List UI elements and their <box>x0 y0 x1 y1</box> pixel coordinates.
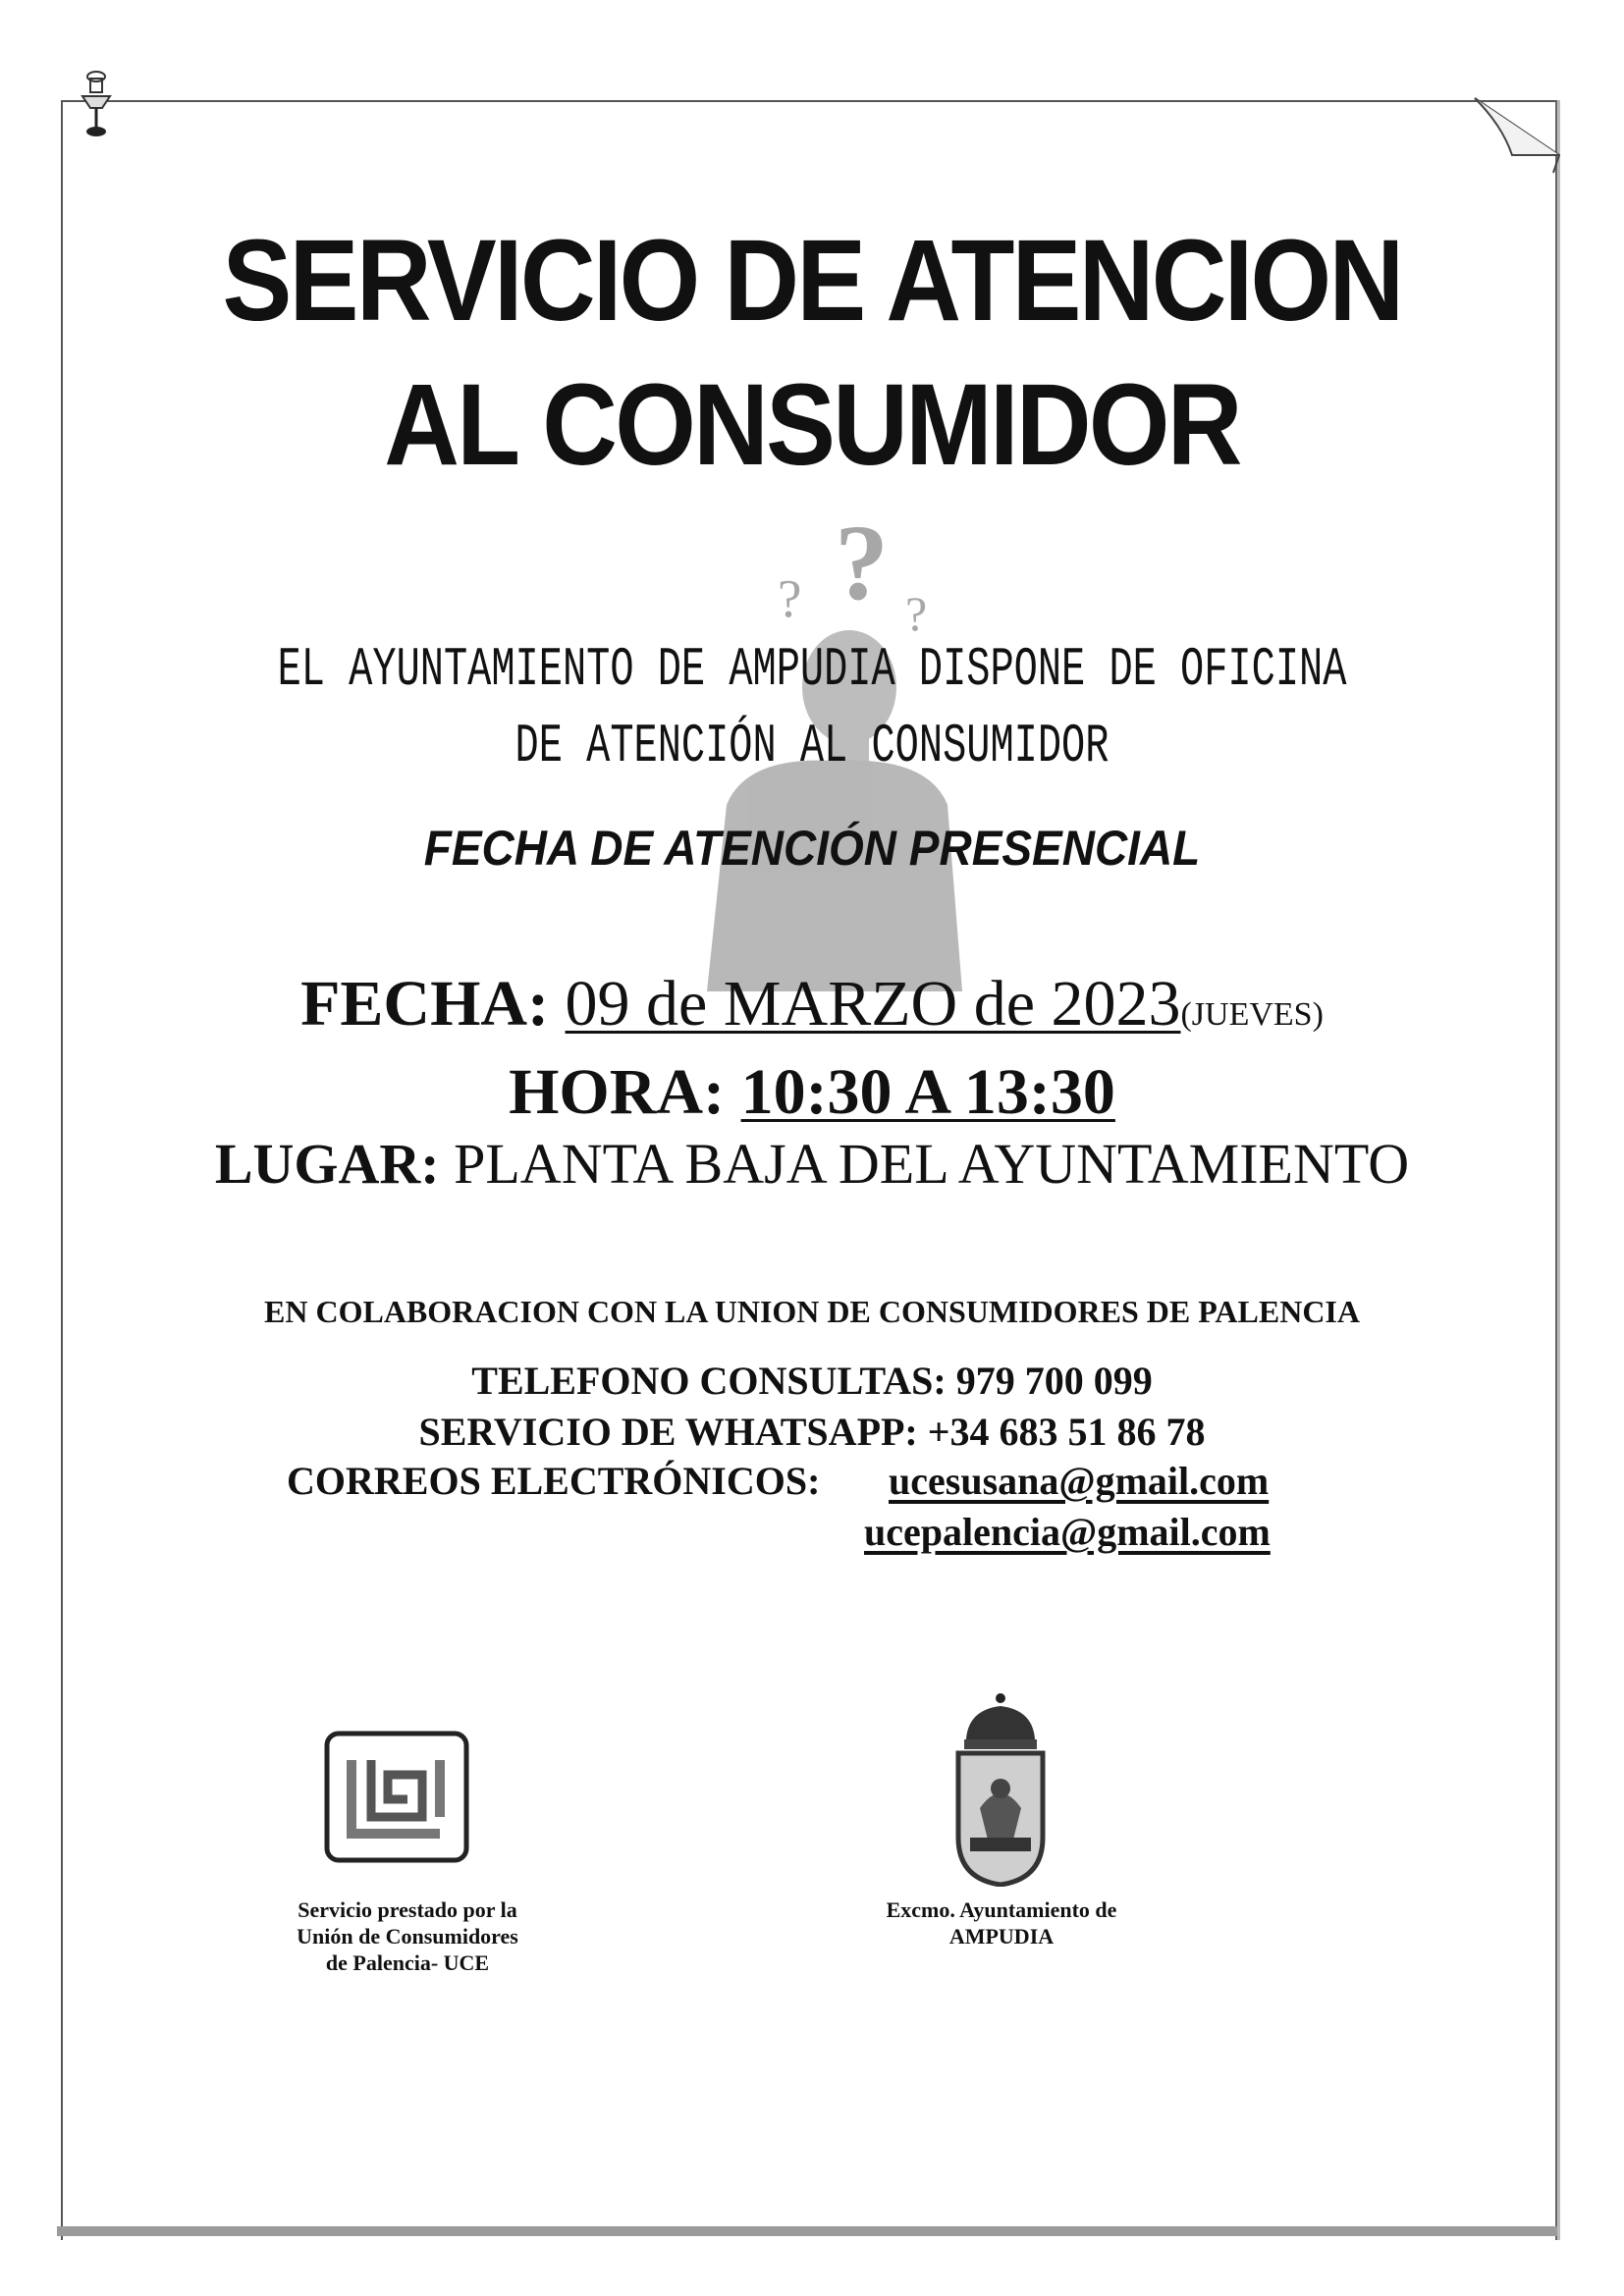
uce-logo <box>324 1731 469 1863</box>
uce-caption-line-1: Servicio prestado por la <box>298 1897 517 1922</box>
hora-value: 10:30 A 13:30 <box>740 1056 1115 1128</box>
page-curl-icon <box>1473 96 1561 175</box>
page-bottom-edge <box>57 2226 1557 2236</box>
svg-text:?: ? <box>778 568 802 628</box>
uce-caption-line-3: de Palencia- UCE <box>325 1950 490 1975</box>
svg-text:?: ? <box>835 520 889 622</box>
whatsapp-text: SERVICIO DE WHATSAPP: +34 683 51 86 78 <box>418 1410 1206 1454</box>
telefono-text: TELEFONO CONSULTAS: 979 700 099 <box>471 1359 1153 1403</box>
fecha-day: (JUEVES) <box>1180 996 1324 1033</box>
email-link-2[interactable]: ucepalencia@gmail.com <box>864 1510 1271 1554</box>
intro-line-1: EL AYUNTAMIENTO DE AMPUDIA DISPONE DE OFICINA <box>277 638 1347 701</box>
email-link-1[interactable]: ucesusana@gmail.com <box>889 1459 1270 1503</box>
fecha-label: FECHA: <box>300 968 550 1040</box>
presencial-heading: FECHA DE ATENCIÓN PRESENCIAL <box>423 821 1201 876</box>
title-line-1: SERVICIO DE ATENCION <box>222 216 1402 346</box>
lugar-value: PLANTA BAJA DEL AYUNTAMIENTO <box>454 1132 1410 1196</box>
coat-of-arms-icon <box>950 1690 1051 1887</box>
ampudia-caption <box>854 1896 1149 1949</box>
hora-line <box>0 1055 1624 1130</box>
lugar-label: LUGAR: <box>214 1132 440 1196</box>
title-line-2: AL CONSUMIDOR <box>384 360 1240 490</box>
uce-caption-line-2: Unión de Consumidores <box>297 1924 518 1949</box>
colaboracion-text: EN COLABORACION CON LA UNION DE CONSUMIDORES DE PALENCIA <box>264 1294 1360 1329</box>
svg-text:?: ? <box>905 586 928 641</box>
correos-label: CORREOS ELECTRÓNICOS: <box>287 1459 821 1503</box>
ampudia-caption-line-2: AMPUDIA <box>948 1924 1055 1949</box>
pushpin-icon <box>77 69 116 147</box>
lugar-line <box>0 1131 1624 1197</box>
fecha-value: 09 de MARZO de 2023 <box>565 968 1181 1040</box>
uce-caption <box>265 1896 550 1976</box>
fecha-line <box>0 967 1624 1041</box>
hora-label: HORA: <box>509 1056 726 1128</box>
intro-line-2: DE ATENCIÓN AL CONSUMIDOR <box>514 715 1110 777</box>
ampudia-caption-line-1: Excmo. Ayuntamiento de <box>886 1897 1117 1922</box>
